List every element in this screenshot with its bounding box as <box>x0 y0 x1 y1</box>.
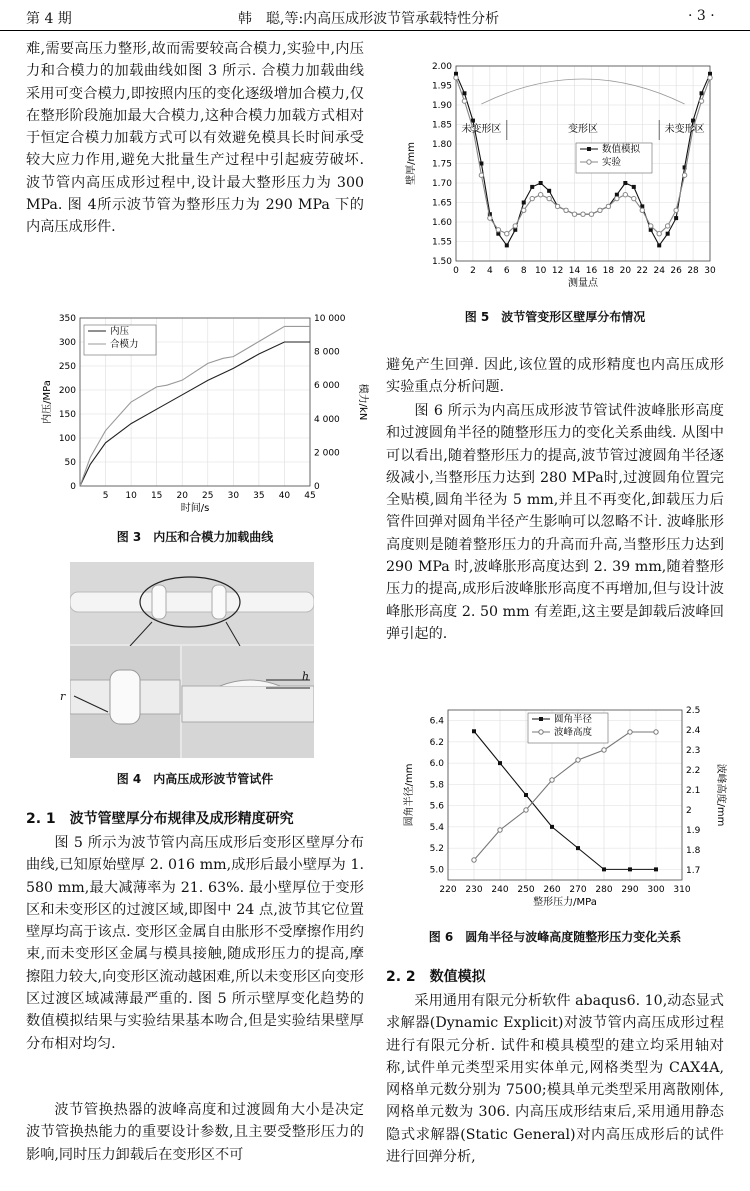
y-tick-label: 100 <box>58 434 76 444</box>
y-tick-label: 1.55 <box>431 237 452 248</box>
data-point <box>602 748 606 752</box>
paragraph-text: 图 5 所示为波节管内高压成形后变形区壁厚分布曲线,已知原始壁厚 2. 016 mm,成形后最小壁厚为 1. 580 mm,最大减薄率为 21. 63%. 最小壁厚位于变形区和未变形区的过渡区域,即图中 24 点,波节其它位置壁厚均高于该点. 变形区金属自由胀形不受摩擦作用约束,而未变形区金属与模具接触,随成形压力的提高,摩擦阻力较大,向变形区流动越困难,所以未变形区向变形区过渡区域减薄最严重的. 图 5 所示壁厚变化趋势的数值模拟结果与实验结果基本吻合,但是实验结果壁厚分布相对均匀. <box>26 835 364 1052</box>
data-point <box>632 185 636 189</box>
data-point <box>589 212 593 216</box>
data-point <box>496 228 500 232</box>
running-title: 韩 聪,等:内高压成形波节管承载特性分析 <box>238 11 500 27</box>
y-tick-label: 0 <box>70 482 76 492</box>
x-tick-label: 260 <box>543 885 561 895</box>
data-point <box>632 196 636 200</box>
x-axis-label: 测量点 <box>568 278 598 289</box>
x-tick-label: 6 <box>503 266 510 276</box>
data-point <box>576 758 580 762</box>
data-point <box>564 208 568 212</box>
y-tick-label: 6.0 <box>429 759 444 770</box>
y2-tick-label: 10 000 <box>314 314 346 324</box>
x-tick-label: 16 <box>585 266 598 276</box>
data-point <box>472 858 476 862</box>
y-tick-label: 5.0 <box>429 865 444 876</box>
legend-marker <box>587 160 591 164</box>
zone-label: 未变形区 <box>664 124 705 135</box>
data-point <box>674 216 678 220</box>
y2-axis-label: 模力/kN <box>357 383 368 421</box>
figure-4-caption: 图 4 内高压成形波节管试件 <box>116 772 274 786</box>
figure-5-chart <box>400 56 730 302</box>
data-point <box>657 232 661 236</box>
x-tick-label: 14 <box>568 266 581 276</box>
data-point <box>513 224 517 228</box>
y2-tick-label: 2.2 <box>686 766 701 776</box>
data-point <box>522 201 526 205</box>
legend-marker <box>539 717 543 721</box>
paragraph-text: 难,需要高压力整形,故而需要较高合模力,实验中,内压力和合模力的加载曲线如图 3 所示. 合模力加载曲线采用可变合模力,即按照内压的变化逐级增加合模力,仅在整形阶段施加最大合模力,这种合模力加载方式相对于恒定合模力加载方式可以有效避免模具长时间承受较大应力作用,避免大批量生产过程中引起疲劳破坏. 波节管内高压成形过程中,设计最大整形压力为 300 MPa. 图 4所示波节管为整形压力为 290 MPa 下的内高压成形件. <box>26 41 365 236</box>
data-point <box>505 232 509 236</box>
x-tick-label: 45 <box>304 491 316 501</box>
x-tick-label: 5 <box>102 491 109 501</box>
legend-label: 实验 <box>602 157 622 168</box>
x-tick-label: 240 <box>491 885 509 895</box>
section-2-1-heading: 2. 1 波节管壁厚分布规律及成形精度研究 <box>26 811 294 827</box>
y-tick-label: 5.4 <box>429 822 444 833</box>
data-point <box>699 99 703 103</box>
x-tick-label: 290 <box>621 885 639 895</box>
issue-number: 第 4 期 <box>26 11 72 27</box>
y2-tick-label: 6 000 <box>314 381 340 392</box>
data-point <box>454 76 458 80</box>
x-tick-label: 230 <box>465 885 483 895</box>
legend-label: 内压 <box>110 326 130 337</box>
data-point <box>602 867 606 871</box>
left-paragraph-3 <box>26 1099 364 1166</box>
data-point <box>547 196 551 200</box>
x-tick-label: 4 <box>486 266 493 276</box>
data-point <box>550 778 554 782</box>
zone-label: 未变形区 <box>461 124 502 135</box>
y-tick-label: 150 <box>58 410 76 420</box>
page-number: · 3 · <box>688 8 715 24</box>
x-tick-label: 12 <box>551 266 564 276</box>
x-tick-label: 25 <box>202 491 214 501</box>
x-tick-label: 30 <box>227 491 240 501</box>
legend-marker <box>587 147 591 151</box>
paragraph-text: 波节管换热器的波峰高度和过渡圆角大小是决定波节管换热能力的重要设计参数,且主要受整形压力的影响,同时压力卸载后在变形区不可 <box>26 1102 364 1163</box>
paragraph-text: 图 6 所示为内高压成形波节管试件波峰胀形高度和过渡圆角半径的随整形压力的变化关系曲线. 从图中可以看出,随着整形压力的提高,波节管过渡圆角半径逐级减小,当整形压力达到 280 MPa时,过渡圆角位置完全贴模,圆角半径为 5 mm,并且不再变化,卸载压力后管件回弹对圆角半径产生影响可以忽略不计. 波峰胀形高度则是随着整形压力的升高而升高,当整形压力达到 290 MPa 时,波峰胀形高度达到 2. 39 mm,随着整形压力的提高,成形后波峰胀形高度不再增加,但与设计波峰胀形高度 2. 50 mm 有差距,这主要是卸载后波峰回弹引起的. <box>386 403 724 642</box>
data-point <box>657 243 661 247</box>
y-tick-label: 1.85 <box>431 120 452 131</box>
y-tick-label: 5.2 <box>429 844 444 855</box>
data-point <box>498 761 502 765</box>
y-tick-label: 50 <box>64 458 76 468</box>
zone-label: 变形区 <box>568 124 598 135</box>
x-tick-label: 310 <box>673 885 691 895</box>
fig6-plot <box>402 706 728 908</box>
y2-tick-label: 1.9 <box>686 826 701 836</box>
y2-tick-label: 2.5 <box>686 706 701 716</box>
data-point <box>505 243 509 247</box>
data-point <box>522 208 526 212</box>
y-tick-label: 1.75 <box>431 159 452 170</box>
y-axis-label: 壁厚/mm <box>406 142 417 185</box>
right-paragraph-3 <box>386 990 724 1168</box>
y-tick-label: 1.95 <box>431 81 452 92</box>
x-tick-label: 26 <box>670 266 682 276</box>
data-point <box>524 808 528 812</box>
y-tick-label: 6.2 <box>429 737 444 748</box>
y-tick-label: 1.65 <box>431 198 452 209</box>
left-paragraph-1 <box>26 38 364 239</box>
figure-3-caption: 图 3 内压和合模力加载曲线 <box>116 530 274 544</box>
y2-tick-label: 2.4 <box>686 726 701 736</box>
figure-6-caption: 图 6 圆角半径与波峰高度随整形压力变化关系 <box>428 930 682 944</box>
y2-axis-label: 波峰高度/mm <box>715 763 726 827</box>
data-point <box>555 204 559 208</box>
data-point <box>615 196 619 200</box>
data-point <box>691 119 695 123</box>
x-tick-label: 40 <box>278 491 291 501</box>
x-tick-label: 22 <box>636 266 648 276</box>
legend-label: 合模力 <box>110 339 139 350</box>
data-point <box>654 730 658 734</box>
fig4-label-h: h <box>302 670 310 683</box>
data-point <box>530 196 534 200</box>
running-header <box>0 0 750 31</box>
fig4-label-r: r <box>60 690 66 703</box>
y2-tick-label: 4 000 <box>314 414 340 425</box>
data-point <box>623 181 627 185</box>
x-tick-label: 30 <box>704 266 716 276</box>
x-tick-label: 220 <box>439 885 457 895</box>
figure-6-chart <box>398 700 728 916</box>
series-line-0 <box>474 731 656 869</box>
x-tick-label: 300 <box>647 885 665 895</box>
y2-tick-label: 0 <box>314 482 320 492</box>
x-tick-label: 20 <box>176 491 188 501</box>
x-tick-label: 18 <box>602 266 615 276</box>
series-line-1 <box>474 732 656 860</box>
y-tick-label: 1.80 <box>431 140 452 150</box>
fig3-plot <box>40 314 370 514</box>
x-tick-label: 24 <box>653 266 665 276</box>
data-point <box>530 185 534 189</box>
fig5-plot <box>404 62 716 289</box>
y-tick-label: 1.70 <box>431 179 452 189</box>
data-point <box>524 793 528 797</box>
y2-tick-label: 1.7 <box>686 866 701 876</box>
data-point <box>462 99 466 103</box>
data-point <box>628 867 632 871</box>
data-point <box>666 232 670 236</box>
data-point <box>539 181 543 185</box>
data-point <box>628 730 632 734</box>
data-point <box>640 208 644 212</box>
right-paragraph-1 <box>386 354 724 399</box>
y-tick-label: 1.60 <box>431 218 452 228</box>
y-tick-label: 2.00 <box>431 62 452 72</box>
y2-tick-label: 2 <box>686 806 692 816</box>
data-point <box>623 193 627 197</box>
y-tick-label: 5.8 <box>429 780 444 791</box>
x-tick-label: 15 <box>150 491 163 501</box>
figure-5-caption: 图 5 波节管变形区壁厚分布情况 <box>464 310 646 324</box>
data-point <box>682 173 686 177</box>
y-tick-label: 1.90 <box>431 101 452 111</box>
data-point <box>462 91 466 95</box>
x-tick-label: 35 <box>253 491 265 501</box>
legend-marker <box>539 730 543 734</box>
x-tick-label: 280 <box>595 885 613 895</box>
y2-tick-label: 1.8 <box>686 846 701 856</box>
y2-tick-label: 2.1 <box>686 786 701 796</box>
right-paragraph-2 <box>386 400 724 645</box>
profile-curve <box>481 79 684 104</box>
data-point <box>654 867 658 871</box>
x-tick-label: 2 <box>470 266 476 276</box>
data-point <box>581 212 585 216</box>
y-tick-label: 250 <box>58 362 76 372</box>
data-point <box>572 212 576 216</box>
data-point <box>598 208 602 212</box>
data-point <box>472 729 476 733</box>
data-point <box>606 204 610 208</box>
y2-tick-label: 8 000 <box>314 347 340 358</box>
legend-label: 圆角半径 <box>554 714 593 725</box>
x-axis-label: 整形压力/MPa <box>533 897 597 908</box>
figure-3-chart <box>40 308 370 516</box>
y-axis-label: 圆角半径/mm <box>404 763 415 827</box>
data-point <box>665 224 669 228</box>
data-point <box>674 208 678 212</box>
data-point <box>649 224 653 228</box>
x-tick-label: 20 <box>619 266 632 276</box>
data-point <box>471 119 475 123</box>
x-tick-label: 250 <box>517 885 535 895</box>
left-paragraph-2 <box>26 832 364 1055</box>
x-tick-label: 0 <box>453 266 459 276</box>
y-tick-label: 350 <box>58 314 76 324</box>
data-point <box>498 828 502 832</box>
x-tick-label: 10 <box>534 266 547 276</box>
x-tick-label: 270 <box>569 885 587 895</box>
y-tick-label: 5.6 <box>429 801 444 812</box>
legend-label: 波峰高度 <box>554 727 593 738</box>
x-tick-label: 8 <box>520 266 527 276</box>
data-point <box>488 216 492 220</box>
x-axis-label: 时间/s <box>180 503 210 514</box>
data-point <box>550 825 554 829</box>
data-point <box>547 189 551 193</box>
paragraph-text: 采用通用有限元分析软件 abaqus6. 10,动态显式求解器(Dynamic Explicit)对波节管内高压成形过程进行有限元分析. 试件和模具模型的建立均采用轴对称,试件单元类型采用实体单元,网格类型为 CAX4A,网格单元数分别为 7500;模具单元类型采用离散刚体,网格单元数为 306. 内高压成形结束后,采用通用静态隐式求解器(Static General)对内高压成形后的试件进行回弹分析, <box>386 993 724 1166</box>
data-point <box>576 846 580 850</box>
x-tick-label: 10 <box>125 491 137 501</box>
legend-label: 数值模拟 <box>602 144 641 155</box>
x-tick-label: 28 <box>687 266 699 276</box>
y2-tick-label: 2 000 <box>314 448 340 459</box>
figure-4-photo <box>70 562 314 758</box>
y2-tick-label: 2.3 <box>686 746 701 756</box>
y-tick-label: 1.50 <box>431 257 452 267</box>
y-tick-label: 200 <box>58 386 76 396</box>
data-point <box>538 193 542 197</box>
data-point <box>479 173 483 177</box>
y-tick-label: 6.4 <box>429 716 444 727</box>
data-point <box>708 76 712 80</box>
data-point <box>700 91 704 95</box>
section-2-2-heading: 2. 2 数值模拟 <box>386 969 486 985</box>
y-tick-label: 300 <box>58 338 76 348</box>
paragraph-text: 避免产生回弹. 因此,该位置的成形精度也内高压成形实验重点分析问题. <box>386 357 724 396</box>
y-axis-label: 内压/MPa <box>42 380 53 424</box>
